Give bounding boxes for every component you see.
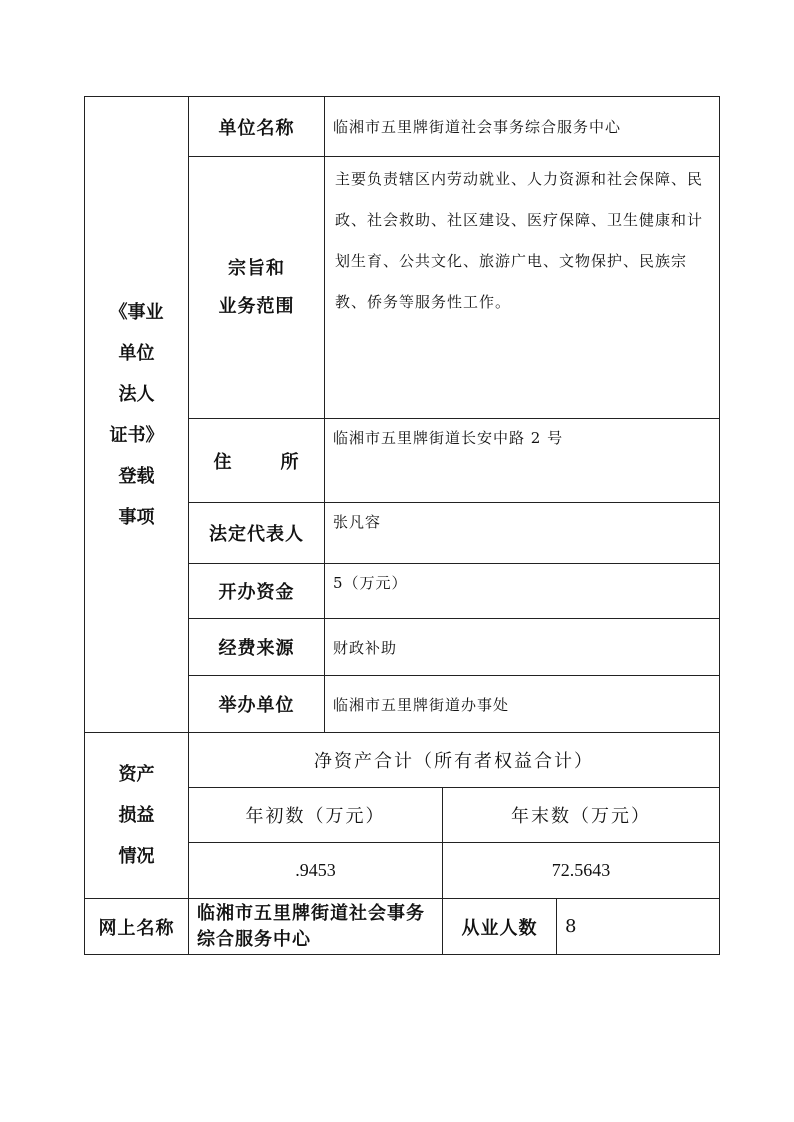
funding-value: 财政补助 bbox=[325, 619, 720, 676]
funding-label: 经费来源 bbox=[189, 619, 325, 676]
end-label: 年末数（万元） bbox=[443, 788, 720, 843]
employees-value: 8 bbox=[557, 899, 720, 955]
address-value: 临湘市五里牌街道长安中路 2 号 bbox=[325, 419, 720, 503]
sponsor-value: 临湘市五里牌街道办事处 bbox=[325, 676, 720, 733]
legal-rep-label: 法定代表人 bbox=[189, 503, 325, 564]
begin-label: 年初数（万元） bbox=[189, 788, 443, 843]
registration-table bbox=[84, 96, 720, 955]
address-label: 住 所 bbox=[189, 419, 325, 503]
capital-label: 开办资金 bbox=[189, 564, 325, 619]
begin-value: .9453 bbox=[189, 843, 443, 899]
assets-section-title-line: 资产 bbox=[118, 764, 155, 785]
legal-rep-value: 张凡容 bbox=[325, 503, 720, 564]
assets-section-title-line: 情况 bbox=[118, 846, 155, 867]
net-assets-header: 净资产合计（所有者权益合计） bbox=[189, 733, 720, 788]
online-name-label: 网上名称 bbox=[85, 899, 189, 955]
certificate-section-title: 《事业 单位 法人 证书》 登载 事项 bbox=[85, 97, 189, 733]
scope-value: 主要负责辖区内劳动就业、人力资源和社会保障、民政、社会救助、社区建设、医疗保障、卫生健康和计划生育、公共文化、旅游广电、文物保护、民族宗教、侨务等服务性工作。 bbox=[325, 157, 720, 419]
net-assets-header-row bbox=[85, 733, 720, 788]
capital-value: 5（万元） bbox=[325, 564, 720, 619]
unit-name-value: 临湘市五里牌街道社会事务综合服务中心 bbox=[325, 97, 720, 157]
online-name-value: 临湘市五里牌街道社会事务综合服务中心 bbox=[189, 899, 443, 955]
end-value: 72.5643 bbox=[443, 843, 720, 899]
employees-label: 从业人数 bbox=[443, 899, 557, 955]
unit-name-label: 单位名称 bbox=[189, 97, 325, 157]
unit-name-row bbox=[85, 97, 720, 157]
sponsor-label: 举办单位 bbox=[189, 676, 325, 733]
assets-section-title-line: 损益 bbox=[118, 805, 155, 826]
assets-section-title bbox=[85, 733, 189, 899]
scope-label: 宗旨和 业务范围 bbox=[189, 157, 325, 419]
online-row bbox=[85, 899, 720, 955]
